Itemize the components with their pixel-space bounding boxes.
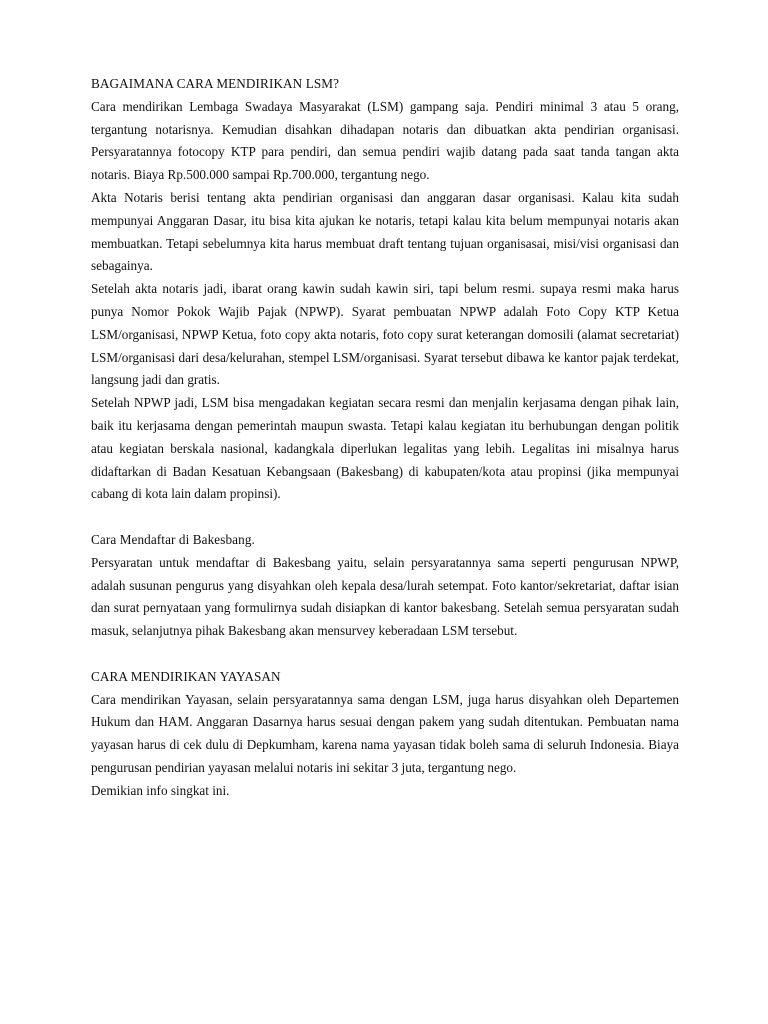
section-title-bakesbang: Cara Mendaftar di Bakesbang. [91,531,255,547]
document-page [91,73,679,803]
paragraph-akta-notaris: Akta Notaris berisi tentang akta pendirian organisasi dan anggaran dasar organisasi. Kalau kita sudah mempunyai Anggaran Dasar, itu bisa kita ajukan ke notaris, tetapi kalau kita belum mempunyai notaris akan membuatkan. Tetapi sebelumnya kita harus membuat draft tentang tujuan organisasai, misi/visi organisasi dan sebagainya. [91,189,679,274]
paragraph-bakesbang-requirements: Persyaratan untuk mendaftar di Bakesbang yaitu, selain persyaratannya sama seperti pengurusan NPWP, adalah susunan pengurus yang disyahkan oleh kepala desa/lurah setempat. Foto kantor/sekretariat, daftar isian dan surat pernyataan yang formulirnya sudah disiapkan di kantor bakesbang. Setelah semua persyaratan sudah masuk, selanjutnya pihak Bakesbang akan mensurvey keberadaan LSM tersebut. [91,554,679,639]
paragraph-npwp: Setelah akta notaris jadi, ibarat orang kawin sudah kawin siri, tapi belum resmi. supaya resmi maka harus punya Nomor Pokok Wajib Pajak (NPWP). Syarat pembuatan NPWP adalah Foto Copy KTP Ketua LSM/organisasi, NPWP Ketua, foto copy akta notaris, foto copy surat keterangan domosili (alamat secretariat) LSM/organisasi dari desa/kelurahan, stempel LSM/organisasi. Syarat tersebut dibawa ke kantor pajak terdekat, langsung jadi dan gratis. [91,281,679,388]
paragraph-spacer [91,506,679,529]
section-title-yayasan: CARA MENDIRIKAN YAYASAN [91,668,281,684]
paragraph-lsm-intro: Cara mendirikan Lembaga Swadaya Masyarakat (LSM) gampang saja. Pendiri minimal 3 atau 5 orang, tergantung notarisnya. Kemudian disahkan dihadapan notaris dan dibuatkan akta pendirian organisasi. Persyaratannya fotocopy KTP para pendiri, dan semua pendiri wajib datang pada saat tanda tangan akta notaris. Biaya Rp.500.000 sampai Rp.700.000, tergantung nego. [91,98,679,183]
paragraph-closing: Demikian info singkat ini. [91,782,230,798]
paragraph-yayasan-requirements: Cara mendirikan Yayasan, selain persyaratannya sama dengan LSM, juga harus disyahkan oleh Departemen Hukum dan HAM. Anggaran Dasarnya harus sesuai dengan pakem yang sudah ditentukan. Pembuatan nama yayasan harus di cek dulu di Depkumham, karena nama yayasan tidak boleh sama di seluruh Indonesia. Biaya pengurusan pendirian yayasan melalui notaris ini sekitar 3 juta, tergantung nego. [91,691,679,775]
paragraph-spacer [91,643,679,666]
section-title-lsm: BAGAIMANA CARA MENDIRIKAN LSM? [91,76,340,91]
paragraph-kerjasama: Setelah NPWP jadi, LSM bisa mengadakan kegiatan secara resmi dan menjalin kerjasama dengan pihak lain, baik itu kerjasama dengan pemerintah maupun swasta. Tetapi kalau kegiatan itu berhubungan dengan politik atau kegiatan berskala nasional, kadangkala diperlukan legalitas yang lebih. Legalitas ini misalnya harus didaftarkan di Badan Kesatuan Kebangsaan (Bakesbang) di kabupaten/kota atau propinsi (jika mempunyai cabang di kota lain dalam propinsi). [91,395,679,502]
